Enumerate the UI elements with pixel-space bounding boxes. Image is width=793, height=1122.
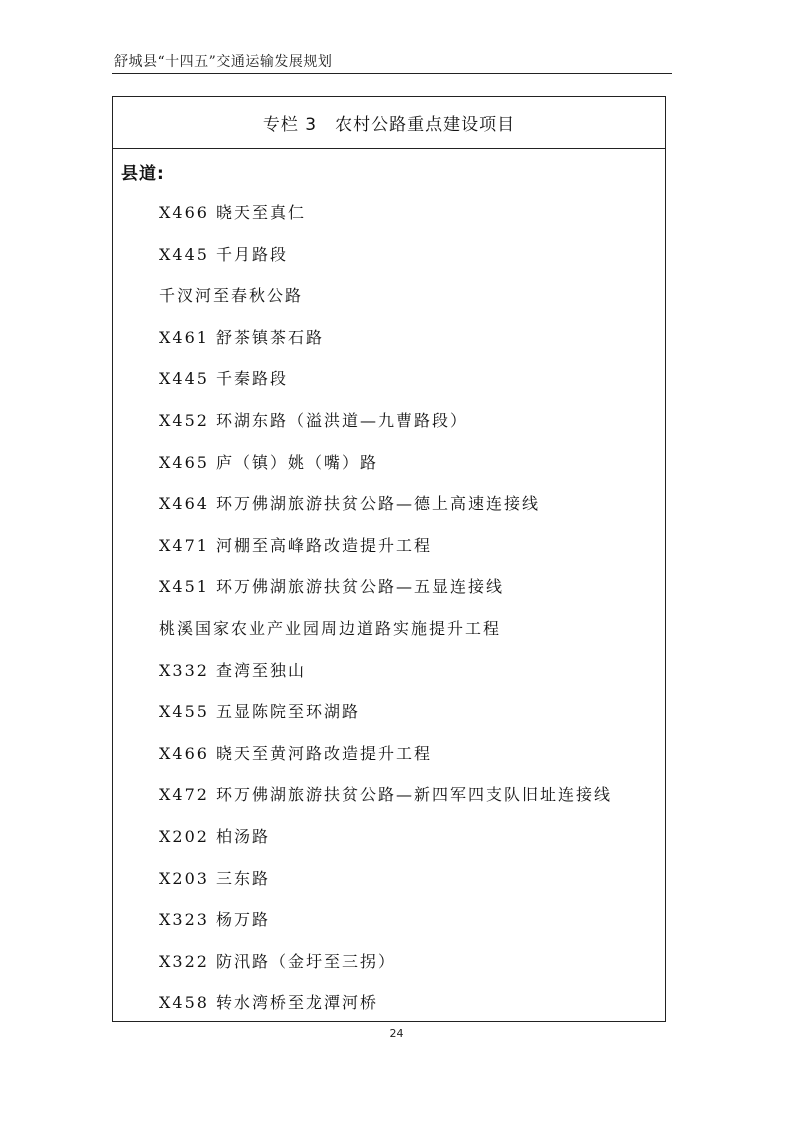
project-item: X322 防汛路（金圩至三拐） (159, 951, 397, 971)
project-item: X455 五显陈院至环湖路 (159, 702, 361, 722)
project-item: 千汊河至春秋公路 (159, 286, 304, 306)
project-item: X471 河棚至高峰路改造提升工程 (159, 535, 433, 555)
project-item: X461 舒茶镇茶石路 (159, 327, 325, 347)
box-title: 专栏 3 农村公路重点建设项目 (262, 115, 516, 135)
project-item: X202 柏汤路 (159, 826, 271, 846)
box-title-row (113, 97, 665, 149)
project-item: X466 晓天至黄河路改造提升工程 (159, 743, 433, 763)
project-item: X451 环万佛湖旅游扶贫公路—五显连接线 (159, 577, 505, 597)
project-item: X458 转水湾桥至龙潭河桥 (159, 993, 379, 1013)
project-item: 桃溪国家农业产业园周边道路实施提升工程 (159, 618, 502, 638)
project-item: X465 庐（镇）姚（嘴）路 (159, 452, 379, 472)
header-rule (112, 73, 672, 74)
project-item: X445 千月路段 (159, 244, 289, 264)
project-item: X332 查湾至独山 (159, 660, 307, 680)
section-label: 县道: (121, 164, 165, 184)
project-list (159, 192, 612, 1024)
project-item: X452 环湖东路（溢洪道—九曹路段） (159, 410, 469, 430)
running-header: 舒城县“十四五”交通运输发展规划 (114, 54, 333, 70)
project-item: X472 环万佛湖旅游扶贫公路—新四军四支队旧址连接线 (159, 785, 613, 805)
page-number: 24 (389, 1027, 404, 1040)
project-item: X466 晓天至真仁 (159, 203, 307, 222)
project-item: X203 三东路 (159, 868, 271, 888)
project-item: X323 杨万路 (159, 910, 271, 930)
project-item: X445 千秦路段 (159, 369, 289, 389)
project-item: X464 环万佛湖旅游扶贫公路—德上高速连接线 (159, 494, 541, 514)
feature-box (112, 96, 666, 1022)
